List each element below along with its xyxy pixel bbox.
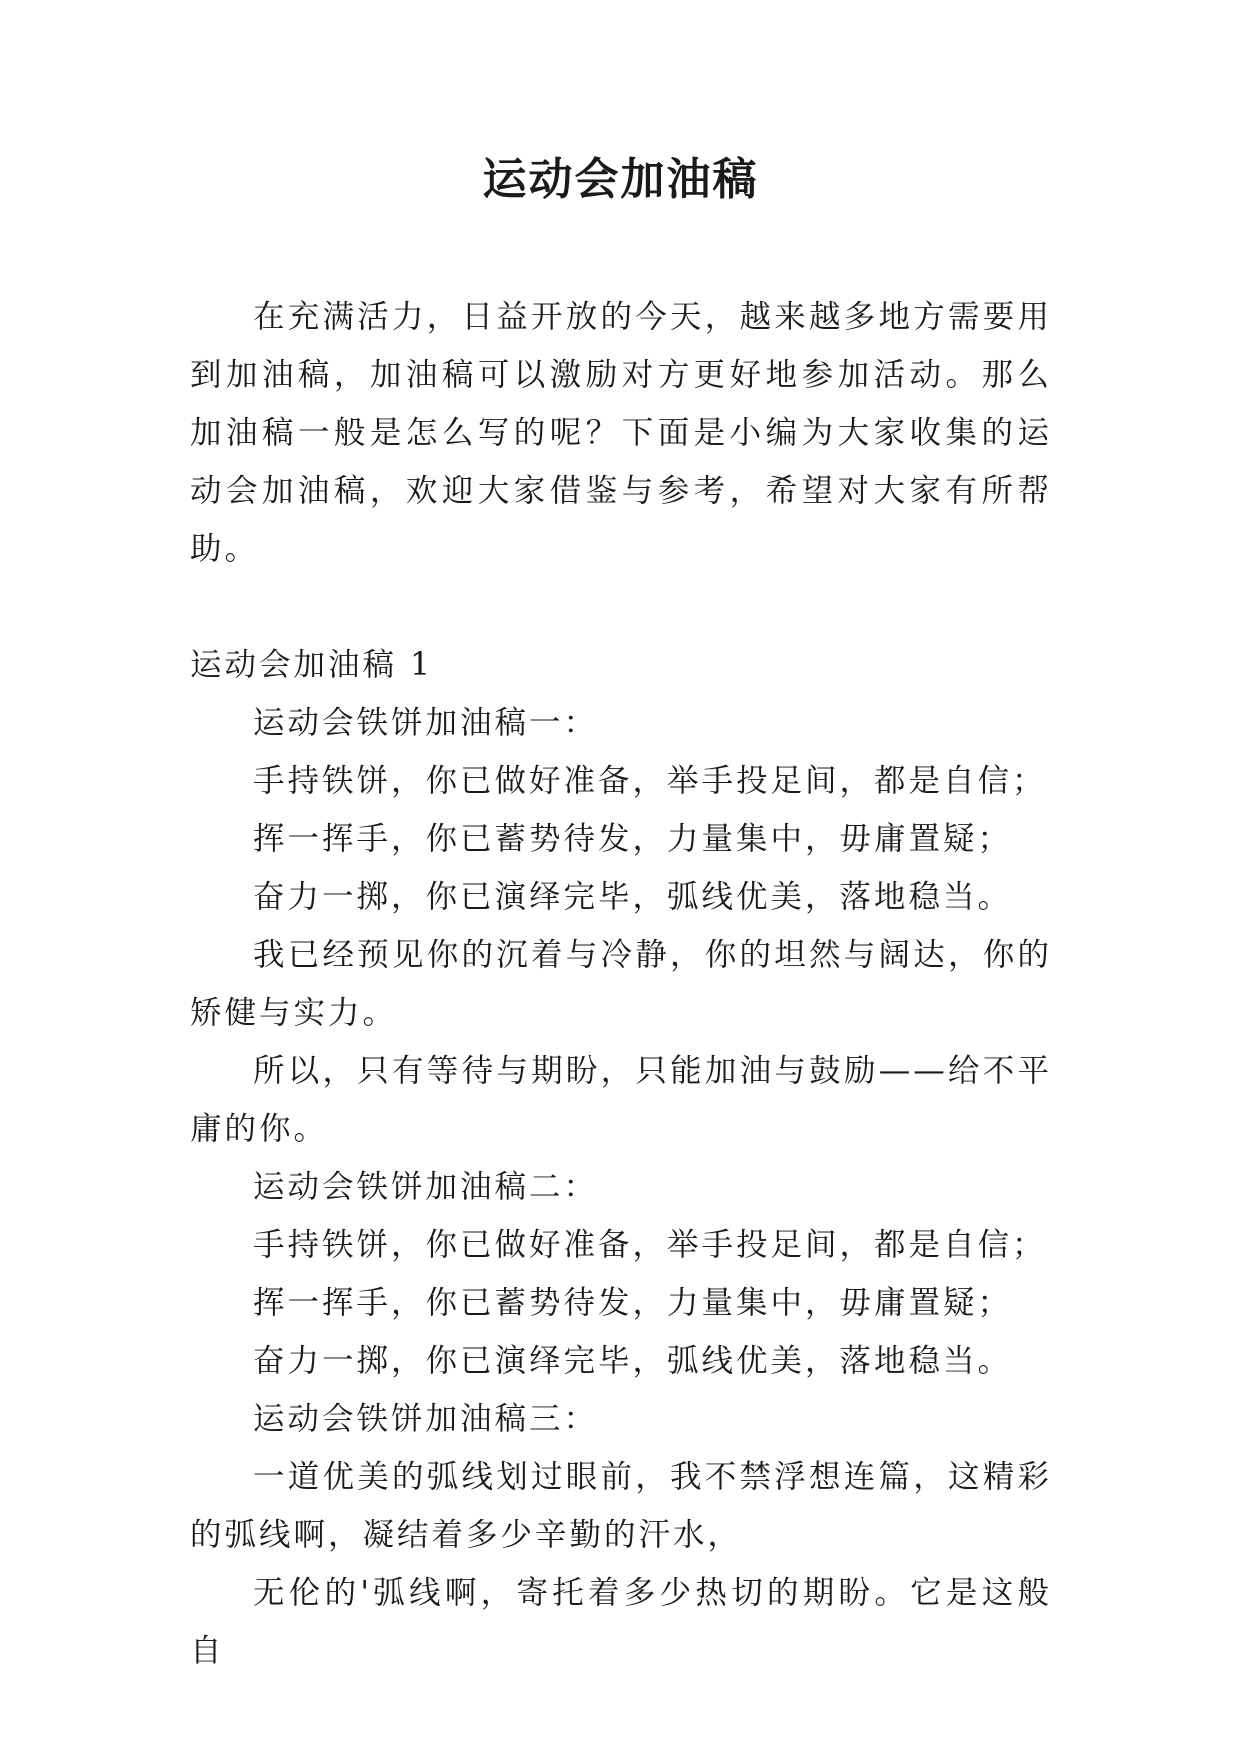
section-heading: 运动会加油稿 1 [190,647,434,683]
verse-line: 挥一挥手，你已蓄势待发，力量集中，毋庸置疑； [253,1285,1013,1321]
subheading-discus-3: 运动会铁饼加油稿三： [253,1401,599,1437]
paragraph-gap [190,578,1052,636]
body-paragraph: 我已经预见你的沉着与冷静，你的坦然与阔达，你的矫健与实力。 [190,937,1052,1031]
body-paragraph: 无伦的'弧线啊，寄托着多少热切的期盼。它是这般自 [190,1575,1052,1669]
verse-line: 奋力一掷，你已演绎完毕，弧线优美，落地稳当。 [253,879,1013,915]
document-title: 运动会加油稿 [482,154,759,205]
verse-line: 挥一挥手，你已蓄势待发，力量集中，毋庸置疑； [253,821,1013,857]
subheading-discus-1: 运动会铁饼加油稿一： [253,705,599,741]
body-paragraph: 所以，只有等待与期盼，只能加油与鼓励——给不平庸的你。 [190,1053,1052,1147]
verse-line: 手持铁饼，你已做好准备，举手投足间，都是自信； [253,1227,1047,1263]
body-paragraph: 一道优美的弧线划过眼前，我不禁浮想连篇，这精彩的弧线啊，凝结着多少辛勤的汗水， [190,1459,1052,1553]
document-body [190,288,1052,1680]
subheading-discus-2: 运动会铁饼加油稿二： [253,1169,599,1205]
intro-paragraph: 在充满活力，日益开放的今天，越来越多地方需要用到加油稿，加油稿可以激励对方更好地参加活动。那么加油稿一般是怎么写的呢？下面是小编为大家收集的运动会加油稿，欢迎大家借鉴与参考，希望对大家有所帮助。 [190,299,1052,567]
verse-line: 手持铁饼，你已做好准备，举手投足间，都是自信； [253,763,1047,799]
verse-line: 奋力一掷，你已演绎完毕，弧线优美，落地稳当。 [253,1343,1013,1379]
